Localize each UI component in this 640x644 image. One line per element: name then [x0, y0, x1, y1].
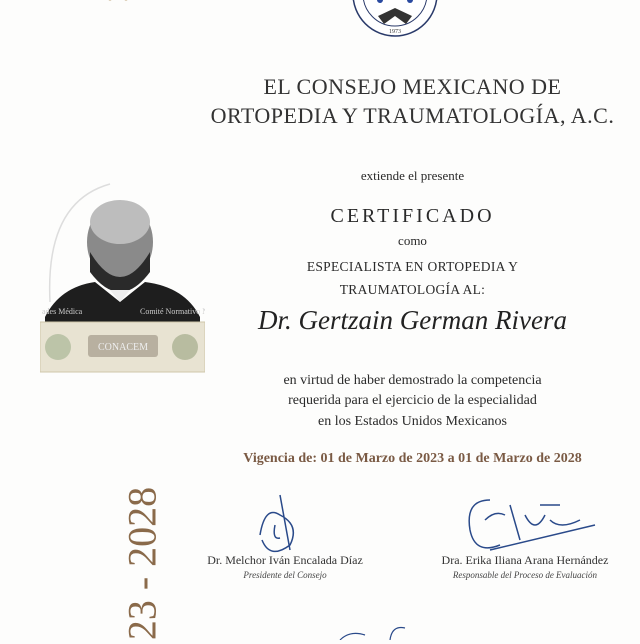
- decorative-dots: [88, 0, 158, 6]
- recipient-photo: [40, 182, 205, 377]
- hologram-strip-1: ades Médica: [42, 307, 83, 316]
- certificate-heading: CERTIFICADO: [330, 205, 495, 227]
- body-line-2: requerida para el ejercicio de la especialidad: [288, 393, 537, 408]
- signatory-2-name: Dra. Erika Iliana Arana Hernández: [441, 553, 609, 567]
- body-line-3: en los Estados Unidos Mexicanos: [318, 414, 507, 429]
- signature-2: [460, 490, 600, 560]
- specialty-line-1: ESPECIALISTA EN ORTOPEDIA Y: [306, 259, 519, 274]
- title-line-1: EL CONSEJO MEXICANO DE: [263, 74, 562, 99]
- body-line-1: en virtud de haber demostrado la competencia: [283, 373, 542, 388]
- bottom-seal-fragment: [330, 625, 430, 640]
- hologram-strip-2: Comité Normativo N: [140, 307, 205, 316]
- side-years-text: 23 - 2028: [119, 486, 165, 641]
- title-line-2: ORTOPEDIA Y TRAUMATOLOGÍA, A.C.: [210, 103, 615, 128]
- hologram-label: CONACEM: [97, 342, 149, 353]
- signature-1: [250, 490, 310, 560]
- seal-year: 1973: [389, 29, 401, 35]
- como-text: como: [398, 233, 427, 248]
- intro-text: extiende el presente: [360, 168, 465, 183]
- signatory-1-role: Presidente del Consejo: [243, 570, 327, 580]
- recipient-name: Dr. Gertzain German Rivera: [258, 305, 567, 335]
- signatory-2-role: Responsable del Proceso de Evaluación: [452, 570, 598, 580]
- validity-period: Vigencia de: 01 de Marzo de 2023 a 01 de Marzo de 2028: [243, 451, 582, 466]
- council-seal-logo: [350, 0, 440, 38]
- signatory-1-name: Dr. Melchor Iván Encalada Díaz: [207, 553, 363, 567]
- specialty-line-2: TRAUMATOLOGÍA AL:: [339, 282, 486, 297]
